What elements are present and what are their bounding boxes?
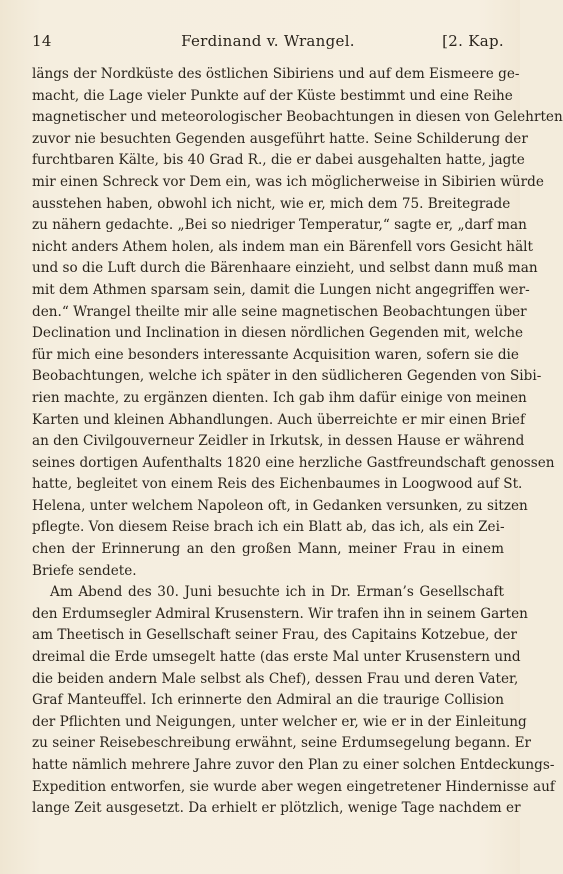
text-line: rien machte, zu ergänzen dienten. Ich gab ihm dafür einige von meinen bbox=[32, 389, 527, 406]
text-line: am Theetisch in Gesellschaft seiner Frau, des Capitains Kotzebue, der bbox=[32, 627, 518, 644]
text-line: zuvor nie besuchten Gegenden ausgeführt hatte. Seine Schilderung der bbox=[32, 130, 528, 147]
text-line: macht, die Lage vieler Punkte auf der Küste bestimmt und eine Reihe bbox=[32, 87, 513, 104]
body-text bbox=[32, 64, 563, 820]
text-line: Declination und Inclination in diesen nördlichen Gegenden mit, welche bbox=[32, 325, 524, 342]
text-line: Helena, unter welchem Napoleon oft, in Gedanken versunken, zu sitzen bbox=[32, 497, 528, 514]
text-line: Graf Manteuffel. Ich erinnerte den Admiral an die traurige Collision bbox=[32, 692, 504, 709]
text-line: zu seiner Reisebeschreibung erwähnt, seine Erdumsegelung begann. Er bbox=[32, 735, 532, 752]
text-line: lange Zeit ausgesetzt. Da erhielt er plötzlich, wenige Tage nachdem er bbox=[32, 800, 521, 817]
text-line: chen der Erinnerung an den großen Mann, meiner Frau in einem bbox=[32, 541, 504, 558]
text-line: dreimal die Erde umsegelt hatte (das erste Mal unter Krusenstern und bbox=[32, 649, 521, 666]
text-line: Briefe sendete. bbox=[32, 562, 137, 579]
text-line: Karten und kleinen Abhandlungen. Auch überreichte er mir einen Brief bbox=[32, 411, 526, 428]
text-line: den Erdumsegler Admiral Krusenstern. Wir trafen ihn in seinem Garten bbox=[32, 605, 528, 622]
text-line: hatte nämlich mehrere Jahre zuvor den Plan zu einer solchen Entdeckungs- bbox=[32, 757, 555, 773]
text-line: nicht anders Athem holen, als indem man ein Bärenfell vors Gesicht hält bbox=[32, 238, 533, 255]
text-line: furchtbaren Kälte, bis 40 Grad R., die er dabei ausgehalten hatte, jagte bbox=[32, 152, 525, 169]
text-line: längs der Nordküste des östlichen Sibiriens und auf dem Eismeere ge- bbox=[32, 66, 520, 82]
page-header bbox=[32, 32, 504, 54]
text-line: seines dortigen Aufenthalts 1820 eine herzliche Gastfreundschaft genossen bbox=[32, 454, 555, 471]
chapter-reference: [2. Kap. bbox=[442, 32, 504, 50]
text-line: hatte, begleitet von einem Reis des Eichenbaumes in Loogwood auf St. bbox=[32, 476, 523, 493]
text-line: der Pflichten und Neigungen, unter welcher er, wie er in der Einleitung bbox=[32, 713, 527, 730]
text-line: pflegte. Von diesem Reise brach ich ein Blatt ab, das ich, als ein Zei- bbox=[32, 519, 505, 536]
paragraph bbox=[32, 64, 563, 582]
text-line: Beobachtungen, welche ich später in den südlicheren Gegenden von Sibi- bbox=[32, 368, 542, 385]
text-line: und so die Luft durch die Bärenhaare einzieht, und selbst dann muß man bbox=[32, 260, 538, 277]
paragraph bbox=[32, 582, 555, 820]
text-line: an den Civilgouverneur Zeidler in Irkutsk, in dessen Hause er während bbox=[32, 433, 525, 450]
text-line: die beiden andern Male selbst als Chef), dessen Frau und deren Vater, bbox=[32, 670, 519, 687]
page-number: 14 bbox=[32, 32, 52, 50]
text-line: für mich eine besonders interessante Acquisition waren, sofern sie die bbox=[32, 346, 519, 363]
text-line: mir einen Schreck vor Dem ein, was ich möglicherweise in Sibirien würde bbox=[32, 173, 544, 190]
text-line: magnetischer und meteorologischer Beobachtungen in diesen von Gelehrten bbox=[32, 109, 563, 126]
text-line: Expedition entworfen, sie wurde aber wegen eingetretener Hindernisse auf bbox=[32, 778, 555, 795]
text-line: den.“ Wrangel theilte mir alle seine magnetischen Beobachtungen über bbox=[32, 303, 527, 320]
text-line: zu nähern gedachte. „Bei so niedriger Temperatur,“ sagte er, „darf man bbox=[32, 217, 527, 234]
text-line: mit dem Athmen sparsam sein, damit die Lungen nicht angegriffen wer- bbox=[32, 281, 530, 298]
running-title: Ferdinand v. Wrangel. bbox=[181, 32, 355, 50]
text-line: ausstehen haben, obwohl ich nicht, wie er, mich dem 75. Breitegrade bbox=[32, 195, 511, 212]
text-line: Am Abend des 30. Juni besuchte ich in Dr. Erman’s Gesellschaft bbox=[50, 584, 504, 601]
